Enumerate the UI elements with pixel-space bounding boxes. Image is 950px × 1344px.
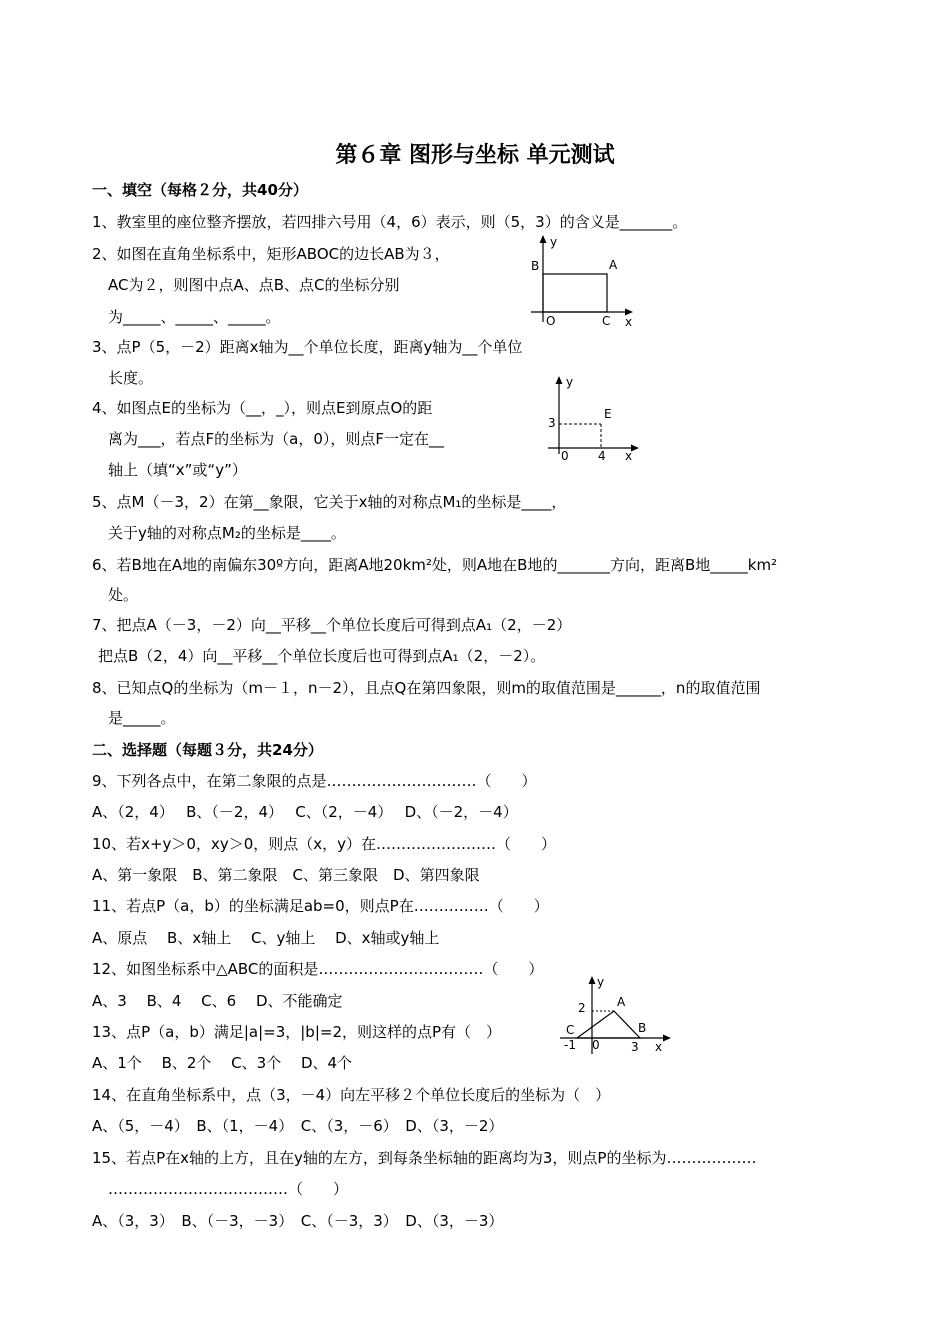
question-7-line2: 把点B（2，4）向__平移__个单位长度后也可得到点A₁（2，－2）。	[98, 647, 546, 665]
fig2-4-label: 4	[598, 449, 606, 463]
question-3-line2: 长度。	[108, 369, 154, 387]
figure-rectangle-aboc	[525, 232, 640, 332]
question-7-line1: 7、把点A（－3，－2）向__平移__个单位长度后可得到点A₁（2，－2）	[92, 616, 572, 634]
question-13: 13、点P（a，b）满足|a|=3，|b|=2，则这样的点P有（ ）	[92, 1023, 502, 1041]
question-2-line2: AC为２，则图中点A、点B、点C的坐标分别	[108, 276, 400, 294]
fig2-x-label: x	[625, 449, 633, 463]
question-11-options: A、原点 B、x轴上 C、y轴上 D、x轴或y轴上	[92, 929, 440, 947]
section1-heading: 一、填空（每格２分，共40分）	[92, 181, 308, 199]
question-5-line2: 关于y轴的对称点M₂的坐标是____。	[108, 524, 346, 542]
question-13-options: A、1个 B、2个 C、3个 D、4个	[92, 1054, 353, 1072]
fig3-b-label: B	[638, 1021, 647, 1035]
question-4-line3: 轴上（填“x”或“y”）	[108, 461, 247, 479]
question-4-line1: 4、如图点E的坐标为（__，_），则点E到原点O的距	[92, 399, 433, 417]
question-8-line2: 是_____。	[108, 709, 176, 727]
question-2-line1: 2、如图在直角坐标系中，矩形ABOC的边长AB为３，	[92, 245, 450, 263]
section2-heading: 二、选择题（每题３分，共24分）	[92, 741, 323, 759]
figure-point-e	[540, 372, 645, 464]
page-title: 第６章 图形与坐标 单元测试	[335, 143, 615, 168]
fig3-c-label: C	[566, 1023, 575, 1037]
fig3-neg1-label: -1	[564, 1038, 576, 1052]
fig3-o-label: 0	[592, 1038, 600, 1052]
question-9-options: A、（2，4） B、（－2，4） C、（2，－4） D、（－2，－4）	[92, 803, 518, 821]
question-14-options: A、（5，－4） B、（1，－4） C、（3，－6） D、（3，－2）	[92, 1117, 504, 1135]
fig1-x-label: x	[625, 315, 633, 329]
fig2-y-label: y	[566, 375, 574, 389]
question-15-line2: ………………………………（ ）	[108, 1180, 349, 1198]
figure-triangle-abc	[555, 972, 675, 1058]
fig3-y-label: y	[597, 975, 605, 989]
fig2-e-label: E	[604, 407, 612, 421]
question-11: 11、若点P（a，b）的坐标满足ab=0，则点P在……………（ ）	[92, 897, 549, 915]
fig1-o-label: O	[546, 314, 556, 328]
fig3-3-label: 3	[631, 1040, 639, 1054]
question-9: 9、下列各点中，在第二象限的点是…………………………（ ）	[92, 772, 537, 790]
fig3-2-label: 2	[578, 1001, 586, 1015]
question-6-line2: 处。	[108, 586, 139, 604]
fig1-c-label: C	[602, 314, 611, 328]
fig1-b-label: B	[531, 259, 540, 273]
question-12-options: A、3 B、4 C、6 D、不能确定	[92, 992, 343, 1010]
question-8-line1: 8、已知点Q的坐标为（m－１，n－2），且点Q在第四象限，则m的取值范围是______，n的取值范围	[92, 679, 761, 697]
question-15-line1: 15、若点P在x轴的上方，且在y轴的左方，到每条坐标轴的距离均为3，则点P的坐标为………………	[92, 1149, 757, 1167]
question-14: 14、在直角坐标系中，点（3，－4）向左平移２个单位长度后的坐标为（ ）	[92, 1086, 611, 1104]
fig3-a-label: A	[617, 995, 626, 1009]
question-10-options: A、第一象限 B、第二象限 C、第三象限 D、第四象限	[92, 866, 480, 884]
question-2-line3: 为_____、_____、_____。	[108, 308, 281, 326]
question-10: 10、若x+y＞0，xy＞0，则点（x，y）在……………………（ ）	[92, 835, 557, 853]
question-15-options: A、（3，3） B、（－3，－3） C、（－3，3） D、（3，－3）	[92, 1212, 504, 1230]
question-12: 12、如图坐标系中△ABC的面积是……………………………（ ）	[92, 960, 544, 978]
fig3-x-label: x	[655, 1040, 663, 1054]
question-1: 1、教室里的座位整齐摆放，若四排六号用（4，6）表示，则（5，3）的含义是_______。	[92, 213, 688, 231]
fig1-a-label: A	[609, 258, 618, 272]
question-3-line1: 3、点P（5，－2）距离x轴为__个单位长度，距离y轴为__个单位	[92, 338, 523, 356]
question-4-line2: 离为___，若点F的坐标为（a，0），则点F一定在__	[108, 430, 444, 448]
fig2-3-label: 3	[548, 416, 556, 430]
fig2-o-label: 0	[561, 449, 569, 463]
question-5-line1: 5、点M（－3，2）在第__象限，它关于x轴的对称点M₁的坐标是____，	[92, 493, 567, 511]
fig1-y-label: y	[550, 235, 558, 249]
question-6-line1: 6、若B地在A地的南偏东30º方向，距离A地20km²处，则A地在B地的_______方向，距离B地_____km²	[92, 556, 778, 574]
